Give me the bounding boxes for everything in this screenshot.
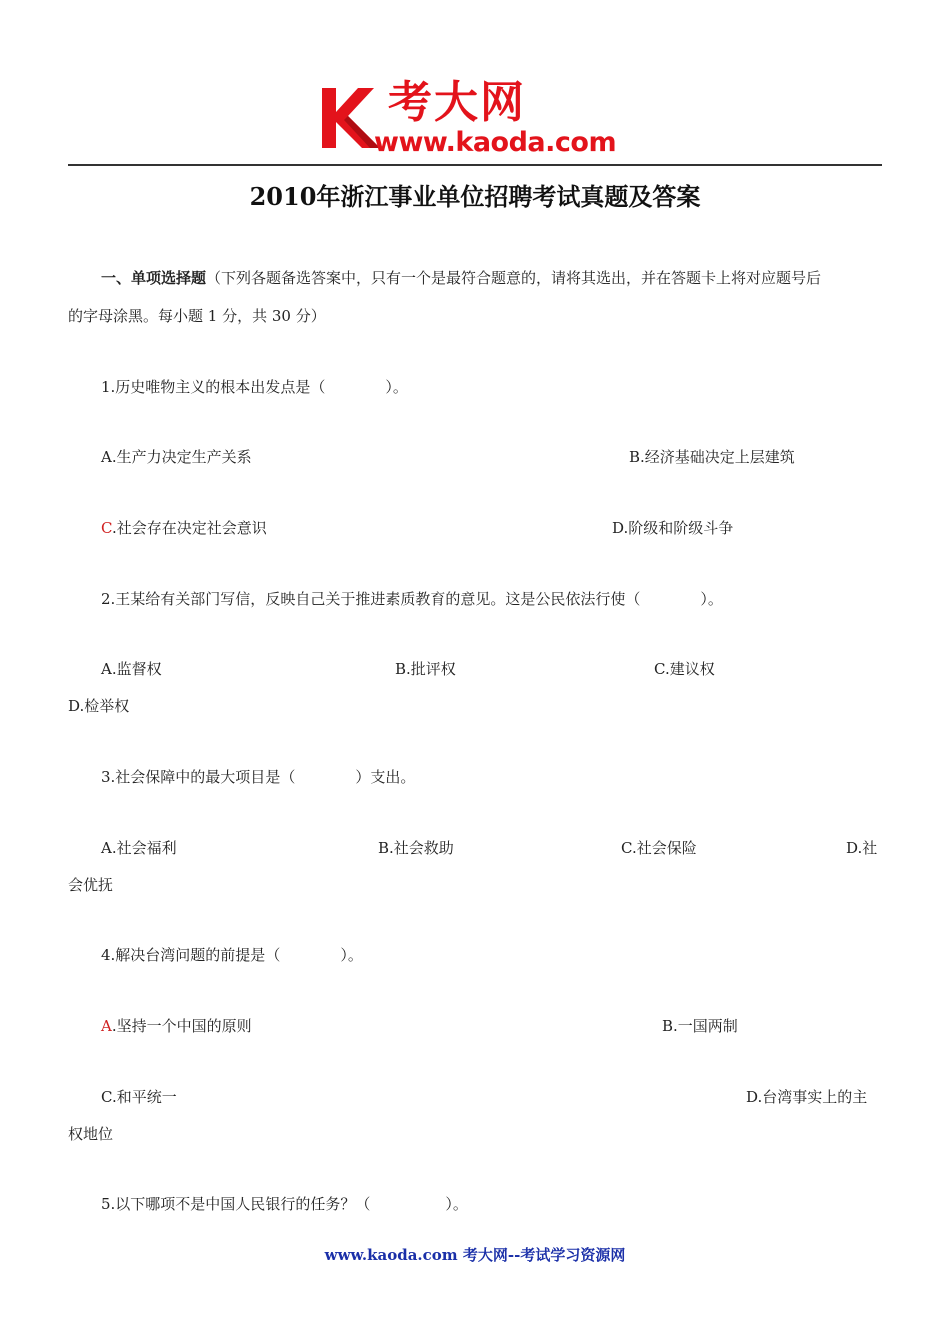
option-text: .社会福利: [111, 839, 177, 857]
option-letter: C: [101, 1088, 112, 1106]
question-2-option-d: [68, 696, 129, 716]
option-letter: A: [101, 448, 112, 466]
question-2-option-a: [101, 659, 162, 679]
option-letter: A: [101, 839, 112, 857]
question-4-option-b: [662, 1016, 738, 1036]
option-text: .坚持一个中国的原则: [111, 1017, 252, 1035]
option-letter: C: [654, 660, 665, 678]
question-2-option-b: [395, 659, 456, 679]
option-text: .建议权: [664, 660, 715, 678]
option-text: .一国两制: [673, 1017, 738, 1035]
option-letter-answer: C: [101, 519, 112, 537]
question-3-option-d: [846, 838, 877, 858]
header-divider: [68, 164, 882, 166]
option-text: .台湾事实上的主: [757, 1088, 868, 1106]
option-text: .经济基础决定上层建筑: [640, 448, 795, 466]
question-4-option-d: [746, 1087, 867, 1107]
question-3-option-c: [621, 838, 697, 858]
logo-brand-url: www.kaoda.com: [374, 127, 617, 158]
option-text: .阶级和阶级斗争: [623, 519, 734, 537]
question-1-stem: 1.历史唯物主义的根本出发点是（ ）。: [101, 378, 408, 396]
option-letter-answer: A: [101, 1017, 112, 1035]
question-1-option-a: [101, 447, 252, 467]
kaoda-logo: [318, 78, 638, 160]
question-4-option-a: [101, 1016, 252, 1036]
question-3-option-a: [101, 838, 177, 858]
question-3-option-b: [378, 838, 454, 858]
question-3-stem: 3.社会保障中的最大项目是（ ）支出。: [101, 768, 416, 786]
section-instructions-1: （下列各题备选答案中，只有一个是最符合题意的，请将其选出，并在答题卡上将对应题号后: [206, 269, 822, 287]
option-letter: B: [629, 448, 641, 466]
question-4-option-d-continued: 权地位: [68, 1125, 114, 1143]
question-5-stem: 5.以下哪项不是中国人民银行的任务？（ ）。: [101, 1195, 468, 1213]
option-text: .社: [857, 839, 878, 857]
option-text: .监督权: [111, 660, 162, 678]
logo-brand-cn: 考大网: [388, 77, 526, 128]
option-letter: C: [621, 839, 632, 857]
option-text: .批评权: [406, 660, 456, 678]
question-4-option-c: [101, 1087, 177, 1107]
question-1-option-b: [629, 447, 795, 467]
section-heading: 一、单项选择题: [101, 269, 207, 287]
option-letter: A: [101, 660, 112, 678]
question-2-option-c: [654, 659, 715, 679]
option-letter: D: [746, 1088, 758, 1106]
question-4-stem: 4.解决台湾问题的前提是（ ）。: [101, 946, 363, 964]
option-letter: D: [612, 519, 624, 537]
question-2-stem: 2.王某给有关部门写信，反映自己关于推进素质教育的意见。这是公民依法行使（ ）。: [101, 590, 723, 608]
section-heading-line: [101, 268, 821, 288]
option-text: .社会救助: [389, 839, 454, 857]
footer-link[interactable]: www.kaoda.com 考大网--考试学习资源网: [324, 1246, 626, 1264]
page-title: 2010年浙江事业单位招聘考试真题及答案: [249, 182, 701, 211]
option-text: .生产力决定生产关系: [111, 448, 252, 466]
option-letter: B: [395, 660, 407, 678]
section-instructions-2: 的字母涂黑。每小题 1 分，共 30 分）: [68, 307, 326, 325]
option-letter: D: [68, 697, 80, 715]
question-1-option-d: [612, 518, 733, 538]
option-letter: B: [662, 1017, 674, 1035]
option-text: .和平统一: [111, 1088, 177, 1106]
option-letter: B: [378, 839, 390, 857]
option-text: .检举权: [79, 697, 130, 715]
question-3-option-d-continued: 会优抚: [68, 876, 114, 894]
option-text: .社会存在决定社会意识: [111, 519, 267, 537]
option-text: .社会保险: [631, 839, 697, 857]
option-letter: D: [846, 839, 858, 857]
question-1-option-c: [101, 518, 267, 538]
kaoda-k-logo-icon: [318, 82, 382, 152]
